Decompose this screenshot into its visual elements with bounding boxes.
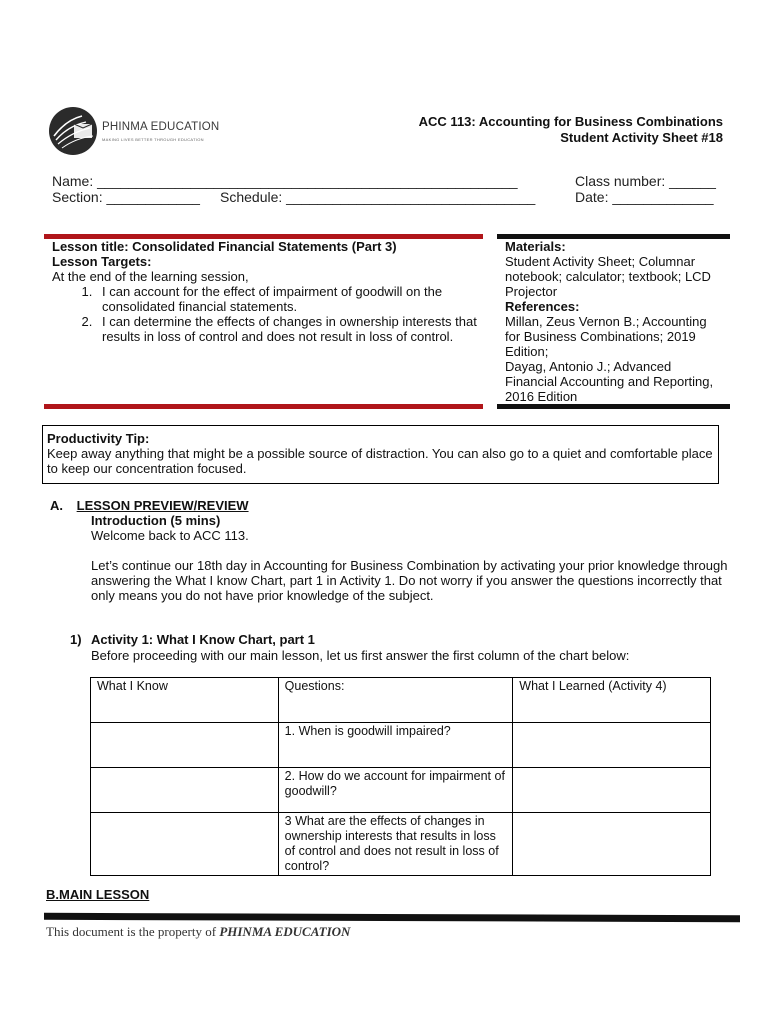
what-i-learned-cell[interactable] (513, 768, 711, 813)
activity-instruction: Before proceeding with our main lesson, let us first answer the first column of the chart below: (91, 648, 630, 663)
tip-text: Keep away anything that might be a possible source of distraction. You can also go to a quiet and comfortable place to keep our concentration focused. (47, 446, 713, 476)
sheet-title: Student Activity Sheet #18 (560, 130, 723, 145)
intro-paragraph: Let’s continue our 18th day in Accounting for Business Combination by activating your prior knowledge through answering the What I know Chart, part 1 in Activity 1. Do not worry if you answer the questions incorrectly that only means you do not have prior knowledge of the subject. (91, 558, 728, 603)
question-cell: 3 What are the effects of changes in ownership interests that results in loss of control and does not result in loss of control? (278, 813, 513, 876)
table-row (91, 813, 711, 876)
footer-note (46, 924, 350, 940)
table-row (91, 723, 711, 768)
introduction-heading: Introduction (5 mins) (91, 513, 221, 528)
column-header: Questions: (278, 678, 513, 723)
what-i-know-chart (90, 677, 711, 876)
question-cell: 1. When is goodwill impaired? (278, 723, 513, 768)
activity-number: 1) (70, 632, 82, 647)
schedule-field[interactable]: Schedule: ________________________________ (220, 189, 536, 205)
what-i-learned-cell[interactable] (513, 813, 711, 876)
productivity-tip-box (42, 425, 719, 484)
reference-2: Dayag, Antonio J.; Advanced Financial Accounting and Reporting, 2016 Edition (505, 359, 714, 404)
question-cell: 2. How do we account for impairment of goodwill? (278, 768, 513, 813)
footer-text: This document is the property of (46, 924, 217, 939)
logo-name: PHINMA EDUCATION (102, 121, 220, 133)
section-b-heading: B.MAIN LESSON (46, 887, 150, 902)
lesson-targets-intro: At the end of the learning session, (52, 269, 249, 284)
logo-tagline: MAKING LIVES BETTER THROUGH EDUCATION (102, 137, 204, 142)
tip-heading: Productivity Tip: (47, 431, 150, 446)
class-number-field[interactable]: Class number: ______ (575, 173, 716, 189)
welcome-text: Welcome back to ACC 113. (91, 528, 249, 543)
lesson-title: Lesson title: Consolidated Financial Statements (Part 3) (52, 239, 397, 254)
section-field[interactable]: Section: ____________ (52, 189, 200, 205)
lesson-targets-list (52, 284, 477, 344)
materials-block (505, 239, 725, 404)
what-i-know-cell[interactable] (91, 768, 279, 813)
what-i-learned-cell[interactable] (513, 723, 711, 768)
name-field[interactable]: Name: ______________________________________________________ (52, 173, 518, 189)
table-row (91, 768, 711, 813)
materials-heading: Materials: (505, 239, 566, 254)
what-i-know-cell[interactable] (91, 723, 279, 768)
materials-text: Student Activity Sheet; Columnar notebook; calculator; textbook; LCD Projector (505, 254, 711, 299)
footer-owner: PHINMA EDUCATION (219, 924, 351, 939)
lesson-targets-heading: Lesson Targets: (52, 254, 152, 269)
activity-heading: Activity 1: What I Know Chart, part 1 (91, 632, 315, 647)
footer-bar (44, 913, 740, 922)
lesson-bottom-bar (44, 404, 483, 409)
lesson-target: 2. I can determine the effects of changes in ownership interests that results in loss of control and does not result in loss of control. (96, 314, 477, 344)
references-heading: References: (505, 299, 580, 314)
course-title: ACC 113: Accounting for Business Combinations (418, 114, 723, 129)
lesson-target: 1. I can account for the effect of impairment of goodwill on the consolidated financial statements. (96, 284, 477, 314)
phinma-emblem-icon (48, 106, 100, 156)
section-a-title: LESSON PREVIEW/REVIEW (76, 498, 249, 513)
reference-1: Millan, Zeus Vernon B.; Accounting for Business Combinations; 2019 Edition; (505, 314, 707, 359)
date-field[interactable]: Date: _____________ (575, 189, 714, 205)
table-header-row (91, 678, 711, 723)
lesson-block (52, 239, 477, 344)
column-header: What I Know (91, 678, 279, 723)
column-header: What I Learned (Activity 4) (513, 678, 711, 723)
section-a-heading (50, 498, 249, 513)
materials-bottom-bar (497, 404, 730, 409)
section-a-letter: A. (50, 498, 63, 513)
what-i-know-cell[interactable] (91, 813, 279, 876)
